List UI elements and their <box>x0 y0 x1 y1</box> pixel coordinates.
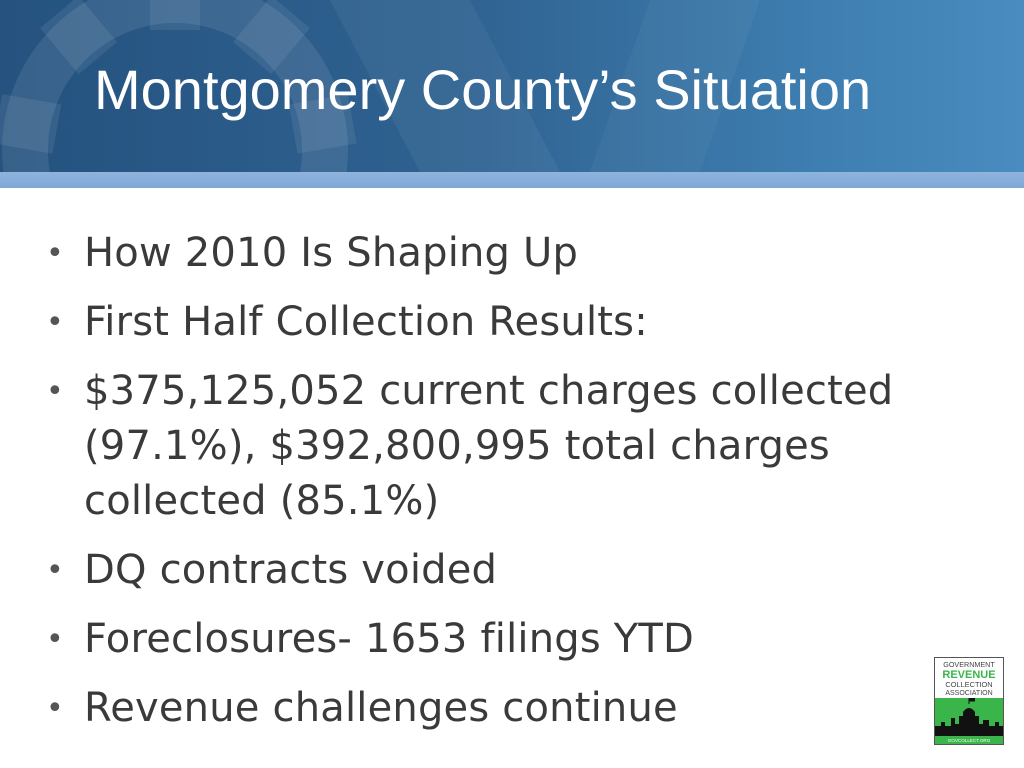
bullet-point-icon: • <box>46 236 64 271</box>
bullet-text: Revenue challenges continue <box>84 685 678 731</box>
list-item <box>40 226 980 281</box>
bullet-point-icon: • <box>46 553 64 588</box>
logo-url: GOVCOLLECT.ORG <box>947 738 991 743</box>
bullet-list <box>40 226 980 750</box>
bullet-point-icon: • <box>46 622 64 657</box>
flag-icon <box>969 698 975 702</box>
slide-title: Montgomery County’s Situation <box>94 58 872 121</box>
grca-logo <box>934 657 1004 745</box>
bullet-text: Foreclosures- 1653 filings YTD <box>84 616 695 662</box>
title-banner <box>0 0 1024 172</box>
logo-line-collection: COLLECTION <box>945 680 993 689</box>
bullet-text: How 2010 Is Shaping Up <box>84 230 579 276</box>
list-item <box>40 543 980 598</box>
bullet-text: DQ contracts voided <box>84 547 498 593</box>
logo-line-government: GOVERNMENT <box>943 660 995 669</box>
logo-line-revenue: REVENUE <box>942 669 996 681</box>
bullet-point-icon: • <box>46 691 64 726</box>
list-item <box>40 612 980 667</box>
list-item <box>40 295 980 350</box>
list-item <box>40 364 980 529</box>
title-underline-stripe <box>0 172 1024 188</box>
bullet-point-icon: • <box>46 374 64 409</box>
bullet-point-icon: • <box>46 305 64 340</box>
logo-line-association: ASSOCIATION <box>945 690 993 697</box>
bullet-text: First Half Collection Results: <box>84 299 648 345</box>
list-item <box>40 681 980 736</box>
bullet-text: $375,125,052 current charges collected (97.1%), $392,800,995 total charges collected (85.1%) <box>84 368 894 524</box>
